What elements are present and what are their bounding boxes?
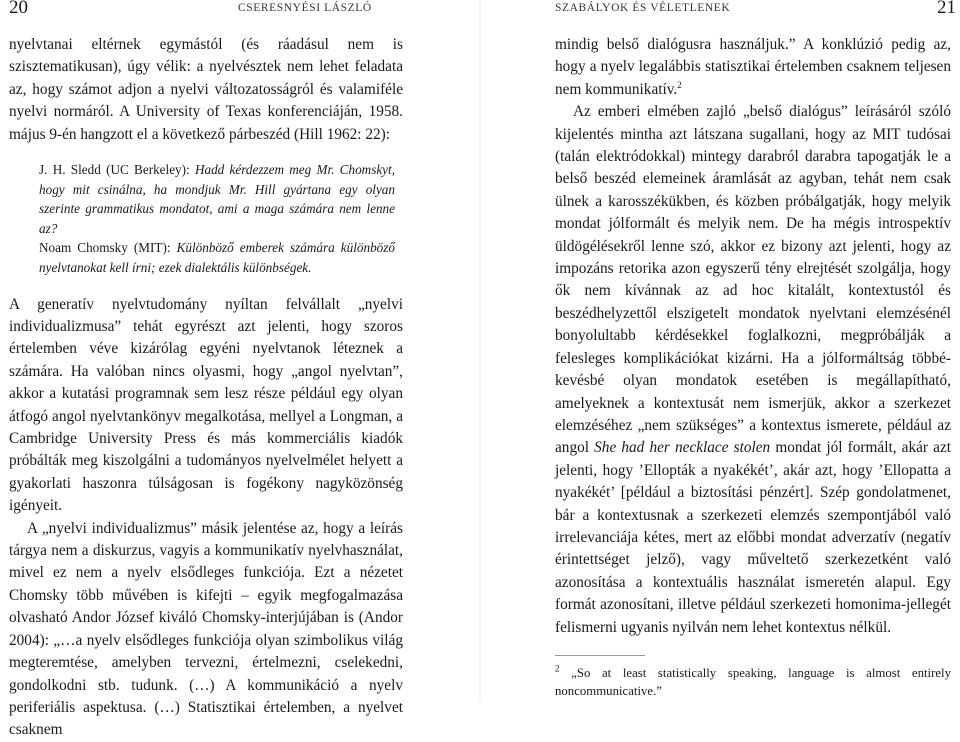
intro-paragraph: nyelvtanai eltérnek egymástól (és ráadásul nem is szisztematikusan), úgy vélik: a nyelvésztek nem lehet feladata az, hogy számot adjon a nyelvi változatosságról és valamiféle nyelvi normáról. A University of Texas konferenciáján, 1958. május 9-én hangzott el a következő párbeszéd (Hill 1962: 22): — [9, 36, 403, 143]
left-page — [0, 0, 480, 739]
body-paragraph-inner-dialogue — [555, 101, 951, 639]
footnote-number: 2 — [555, 663, 560, 674]
body-paragraph-individualism: A generatív nyelvtudomány nyíltan felvállalt „nyelvi individualizmusa” tehát egyrészt azt jelenti, hogy szoros értelemben véve kizárólag egyéni nyelvtanok léteznek a számára. Ha valóban nincs olyasmi, hogy „angol nyelvtan”, akkor a kutatási programnak sem lesz része például egy olyan átfogó angol nyelvtankönyv megalkotása, mellyel a Longman, a Cambridge University Press és más kommerciális kiadók próbálták meg kiszolgálni a tudományos nyelvelmélet helyett a gyakorlati haszonra túlságosan is fogékony nagyközönség igényeit. — [9, 295, 403, 515]
footnote-reference: 2 — [677, 79, 682, 90]
footnote — [555, 664, 951, 700]
right-running-header: SZABÁLYOK ÉS VÉLETLENEK — [555, 2, 731, 14]
inner-dialogue-text-a: Az emberi elmében zajló „belső dialógus” leírásáról szóló kijelentés mintha azt látszana sugallani, hogy az MIT tudósai (talán elektródokkal) mintegy darabról darabra tapogatják le a belső beszéd elemeinek áramlását az agyban, tehát nem csak ülnek a karosszékükben, és közben próbálgatják, hogy melyik mondat jólformált és melyik nem. De ha mégis introspektív üldögélésekről lenne szó, akkor ez bizony azt jelenti, hogy az impozáns retorika azon egyszerű tény elrejtését szolgálja, hogy ők nem kívánnak az ad hoc kitalált, kontextustól és beszédhelyzettől elszigetelt mondatok nyelvtani elemzésénél bonyolultabb kérdésekkel foglalkozni, megpróbálják a felesleges komplikációkat kizárni. Ha a jólformáltság többé-kevésbé olyan mondatok esetében is megállapítható, amelyeknek a kontextusát nem ismerjük, akkor a szerkezet elemzéséhez „nem szükséges” a kontextus ismerete, például az angol — [555, 103, 951, 457]
continued-paragraph-text: mindig belső dialógusra használjuk.” A konklúzió pedig az, hogy a nyelv legalábbis statisztikai értelemben csaknem teljesen nem kommunikatív. — [555, 36, 951, 98]
right-page — [480, 0, 960, 703]
quote-speaker-sledd: J. H. Sledd (UC Berkeley): — [39, 162, 195, 178]
inner-dialogue-text-b: mondat jól formált, akár azt jelenti, hogy ’Ellopták a nyakékét’, akár azt, hogy ’Ellopatta a nyakékét’ [például a biztosítási pénzért]. Szép gondolatmenet, bár a kontextusnak a szerkezeti elemzés szempontjából való irrelevanciája kétes, mert az előbbi mondat adverzatív (negatív érintettséget jelző), vagy műveltető szerkezetként való azonosítása a kontextuális használat ismeretén alapul. Egy formát azonosítani, illetve például szerkezeti homonima-jellegét felismerni ugyanis nyilván nem lehet kontextus nélkül. — [555, 439, 951, 636]
right-page-number: 21 — [937, 0, 956, 18]
dialogue-quote — [39, 160, 395, 278]
left-running-header: CSERESNYÉSI LÁSZLÓ — [238, 2, 372, 14]
quote-line-chomsky — [39, 238, 395, 277]
quote-line-sledd — [39, 160, 395, 238]
left-text-column — [9, 34, 403, 742]
body-paragraph-communication: A „nyelvi individualizmus” másik jelentése az, hogy a leírás tárgya nem a diskurzus, vagyis a kommunikatív nyelvhasználat, mivel ez nem a nyelv elsődleges funkciója. Ezt a nézetet Chomsky több művében is kifejti – egyik megfogalmazása olvasható Andor József kiváló Chomsky-interjújában is (Andor 2004): „…a nyelv elsődleges funkciója olyan szimbolikus világ megteremtése, amelyben tervezni, értelmezni, cselekedni, gondolkodni stb. tudunk. (…) A kommunikáció a nyelv periferiális aspektusa. (…) Statisztikai értelemben, a nyelvet csaknem — [9, 519, 403, 739]
right-text-column — [555, 34, 951, 639]
quote-speech-chomsky: Különböző emberek számára különböző nyelvtanokat kell írni; ezek dialektális különbségek. — [39, 240, 395, 275]
quote-speech-sledd: Hadd kérdezzem meg Mr. Chomskyt, hogy mit csinálna, ha mondjuk Mr. Hill gyártana egy olyan szerinte grammatikus mondatot, ami a maga számára nem lenne az? — [39, 162, 395, 236]
continued-paragraph — [555, 34, 951, 101]
left-page-number: 20 — [9, 0, 28, 18]
footnote-text: „So at least statistically speaking, language is almost entirely noncommunicative.” — [555, 666, 951, 698]
example-sentence: She had her necklace stolen — [594, 439, 771, 457]
footnote-rule — [555, 655, 645, 656]
quote-speaker-chomsky: Noam Chomsky (MIT): — [39, 240, 177, 256]
